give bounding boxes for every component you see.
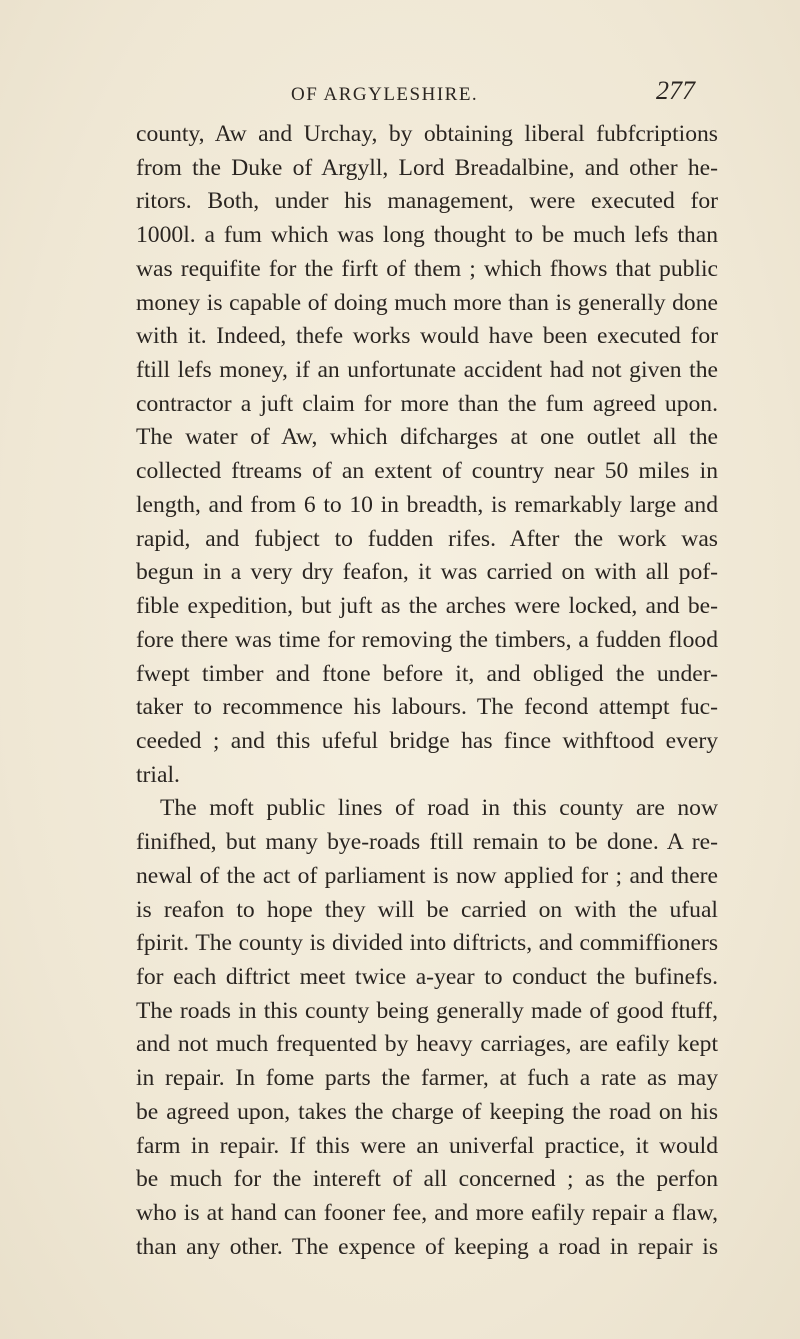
text-line: for each diftrict meet twice a-year to conduct the bufinefs. bbox=[136, 963, 718, 990]
text-line: ceeded ; and this ufeful bridge has fince withftood every bbox=[136, 727, 718, 754]
text-line: ritors. Both, under his management, were executed for bbox=[136, 188, 718, 215]
text-line: with it. Indeed, thefe works would have been executed for bbox=[136, 323, 718, 350]
running-title: OF ARGYLESHIRE. bbox=[291, 84, 479, 105]
text-line: be much for the intereft of all concerned ; as the perfon bbox=[136, 1166, 718, 1193]
text-line: taker to recommence his labours. The fecond attempt fuc- bbox=[136, 694, 718, 721]
text-line: fore there was time for removing the timbers, a fudden flood bbox=[136, 626, 718, 653]
text-line: rapid, and fubject to fudden rifes. After the work was bbox=[136, 525, 718, 552]
text-line: The roads in this county being generally made of good ftuff, bbox=[136, 997, 718, 1024]
text-line: finifhed, but many bye-roads ftill remain to be done. A re- bbox=[136, 829, 718, 856]
text-line: who is at hand can fooner fee, and more eafily repair a flaw, bbox=[136, 1200, 718, 1226]
text-line: fpirit. The county is divided into diftricts, and commiffioners bbox=[136, 930, 718, 957]
text-line: money is capable of doing much more than is generally done bbox=[136, 289, 718, 316]
text-line: and not much frequented by heavy carriages, are eafily kept bbox=[136, 1031, 718, 1058]
text-line: fible expedition, but juft as the arches were locked, and be- bbox=[136, 593, 718, 620]
text-line: trial. bbox=[136, 761, 180, 788]
running-head bbox=[0, 76, 800, 112]
text-line: than any other. The expence of keeping a road in repair is bbox=[136, 1233, 718, 1260]
text-line: from the Duke of Argyll, Lord Breadalbine, and other he- bbox=[136, 154, 718, 181]
text-line: fwept timber and ftone before it, and obliged the under- bbox=[136, 660, 718, 687]
text-line: is reafon to hope they will be carried on with the ufual bbox=[136, 896, 718, 923]
text-line: The moft public lines of road in this county are now bbox=[160, 795, 718, 822]
text-line: in repair. In fome parts the farmer, at fuch a rate as may bbox=[136, 1065, 718, 1092]
body-text bbox=[136, 118, 718, 1264]
text-line: contractor a juft claim for more than the fum agreed upon. bbox=[136, 390, 718, 417]
text-line: county, Aw and Urchay, by obtaining liberal fubfcriptions bbox=[136, 121, 718, 147]
text-line: begun in a very dry feafon, it was carried on with all pof- bbox=[136, 559, 718, 586]
text-line: 1000l. a fum which was long thought to be much lefs than bbox=[136, 222, 718, 249]
text-line: length, and from 6 to 10 in breadth, is remarkably large and bbox=[136, 491, 718, 518]
text-line: newal of the act of parliament is now applied for ; and there bbox=[136, 862, 718, 889]
text-line: was requifite for the firft of them ; which fhows that public bbox=[136, 255, 718, 282]
text-line: ftill lefs money, if an unfortunate accident had not given the bbox=[136, 357, 718, 384]
text-line: be agreed upon, takes the charge of keeping the road on his bbox=[136, 1098, 718, 1125]
text-line: The water of Aw, which difcharges at one outlet all the bbox=[136, 424, 718, 451]
text-line: collected ftreams of an extent of country near 50 miles in bbox=[136, 458, 718, 485]
page-number: 277 bbox=[656, 76, 695, 105]
text-line: farm in repair. If this were an univerfal practice, it would bbox=[136, 1132, 718, 1159]
